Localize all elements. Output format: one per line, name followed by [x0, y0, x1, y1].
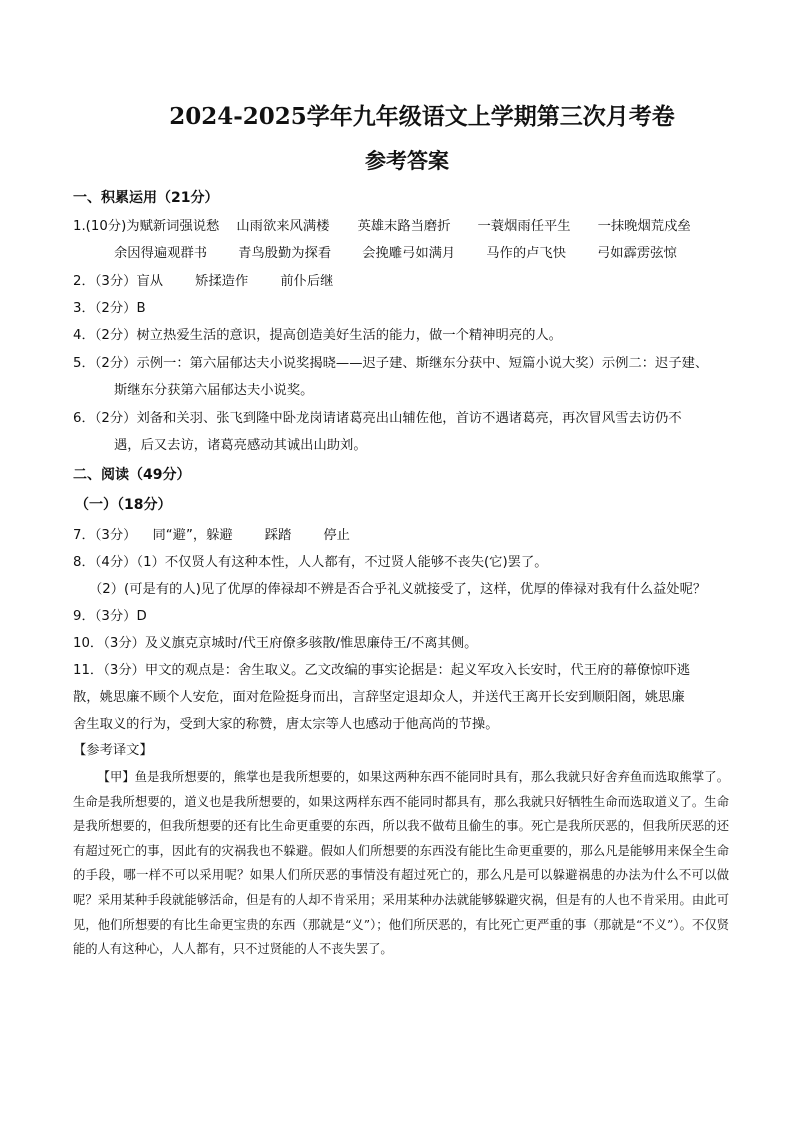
q1-item: 一抹晚烟荒戍垒 — [597, 219, 691, 234]
q1-item: 山雨欲来风满楼 — [236, 219, 330, 234]
answer-q4: 4．（2分）树立热爱生活的意识，提高创造美好生活的能力，做一个精神明亮的人。 — [73, 328, 562, 343]
q7-item: 踩踏 — [264, 528, 292, 543]
answer-q6-line1: 6．（2分）刘备和关羽、张飞到隆中卧龙岗请诸葛亮出山辅佐他，首访不遇诸葛亮，再次冒风雪去访仍不 — [73, 411, 682, 426]
answer-q11-line1: 11．（3分）甲文的观点是：舍生取义。乙文改编的事实论据是：起义军攻入长安时，代王府的幕僚惊吓逃 — [73, 663, 691, 678]
q2-item: 前仆后继 — [280, 274, 334, 289]
q2-item: 2．（3分）盲从 — [73, 274, 164, 289]
q7-item: 停止 — [323, 528, 350, 543]
answer-q8-line1: 8．（4分）（1）不仅贤人有这种本性，人人都有，不过贤人能够不丧失(它)罢了。 — [73, 555, 548, 570]
answer-q3: 3．（2分）B — [73, 301, 146, 316]
answer-q11-line2: 散，姚思廉不顾个人安危，面对危险挺身而出，言辞坚定退却众人，并送代王离开长安到顺阳阁，姚思廉 — [73, 690, 685, 705]
subsection-heading-1: （一）（18分） — [75, 497, 172, 513]
q1-item: 青鸟殷勤为探看 — [238, 246, 332, 261]
q7-item: 同“避”，躲避 — [152, 528, 233, 543]
answer-q9: 9．（3分）D — [73, 609, 147, 624]
q2-item: 矫揉造作 — [195, 274, 249, 289]
answer-q1-line1 — [73, 218, 691, 236]
answer-q2 — [73, 273, 333, 291]
translation-paragraph: 【甲】鱼是我所想要的，熊掌也是我所想要的，如果这两种东西不能同时具有，那么我就只好舍弃鱼而选取熊掌了。生命是我所想要的，道义也是我所想要的，如果这两样东西不能同时都具有，那么我就只好牺牲生命而选取道义了。生命是我所想要的，但我所想要的还有比生命更重要的东西，所以我不做苟且偷生的事。死亡是我所厌恶的，但我所厌恶的还有超过死亡的事，因此有的灾祸我也不躲避。假如人们所想要的东西没有能比生命更重要的，那么凡是能够用来保全生命的手段，哪一样不可以采用呢？如果人们所厌恶的事情没有超过死亡的，那么凡是可以躲避祸患的办法为什么不可以做呢？采用某种手段就能够活命，但是有的人却不肯采用；采用某种办法就能够躲避灾祸，但是有的人也不肯采用。由此可见，他们所想要的有比生命更宝贵的东西（那就是“义”）；他们所厌恶的，有比死亡更严重的事（那就是“不义”）。不仅贤能的人有这种心，人人都有，只不过贤能的人不丧失罢了。 — [73, 770, 729, 957]
page-title: 2024-2025学年九年级语文上学期第三次月考卷 — [169, 103, 675, 130]
answer-q10: 10．（3分）及义旗克京城时/代王府僚多骇散/惟思廉侍王/不离其侧。 — [73, 636, 478, 651]
reference-translation-heading: 【参考译文】 — [73, 743, 153, 758]
q7-item: 7．（3分） — [73, 528, 137, 543]
section-heading-reading: 二、阅读（49分） — [73, 467, 191, 483]
q1-item: 一蓑烟雨任平生 — [477, 219, 571, 234]
answer-q6-line2: 遇，后又去访，诸葛亮感动其诚出山助刘。 — [114, 438, 367, 453]
q1-item: 英雄末路当磨折 — [357, 219, 451, 234]
q1-item: 弓如霹雳弦惊 — [597, 246, 677, 261]
q1-item: 1.(10分)为赋新词强说愁 — [73, 219, 220, 234]
answer-q5-line1: 5．（2分）示例一：第六届郁达夫小说奖揭晓——迟子建、斯继东分获中、短篇小说大奖）示例二：迟子建、 — [73, 356, 709, 371]
answer-q1-line2 — [114, 245, 677, 263]
answer-q8-line2: （2）(可是有的人)见了优厚的俸禄却不辨是否合乎礼义就接受了，这样，优厚的俸禄对我有什么益处呢？ — [89, 582, 707, 597]
answer-q5-line2: 斯继东分获第六届郁达夫小说奖。 — [114, 383, 314, 398]
page-subtitle: 参考答案 — [365, 148, 449, 173]
q1-item: 余因得遍观群书 — [114, 246, 208, 261]
q1-item: 会挽雕弓如满月 — [362, 246, 456, 261]
q1-item: 马作的卢飞快 — [486, 246, 567, 261]
answer-q7 — [73, 527, 350, 545]
section-heading-accumulation: 一、积累运用（21分） — [73, 190, 219, 206]
answer-q11-line3: 舍生取义的行为，受到大家的称赞，唐太宗等人也感动于他高尚的节操。 — [73, 717, 499, 732]
